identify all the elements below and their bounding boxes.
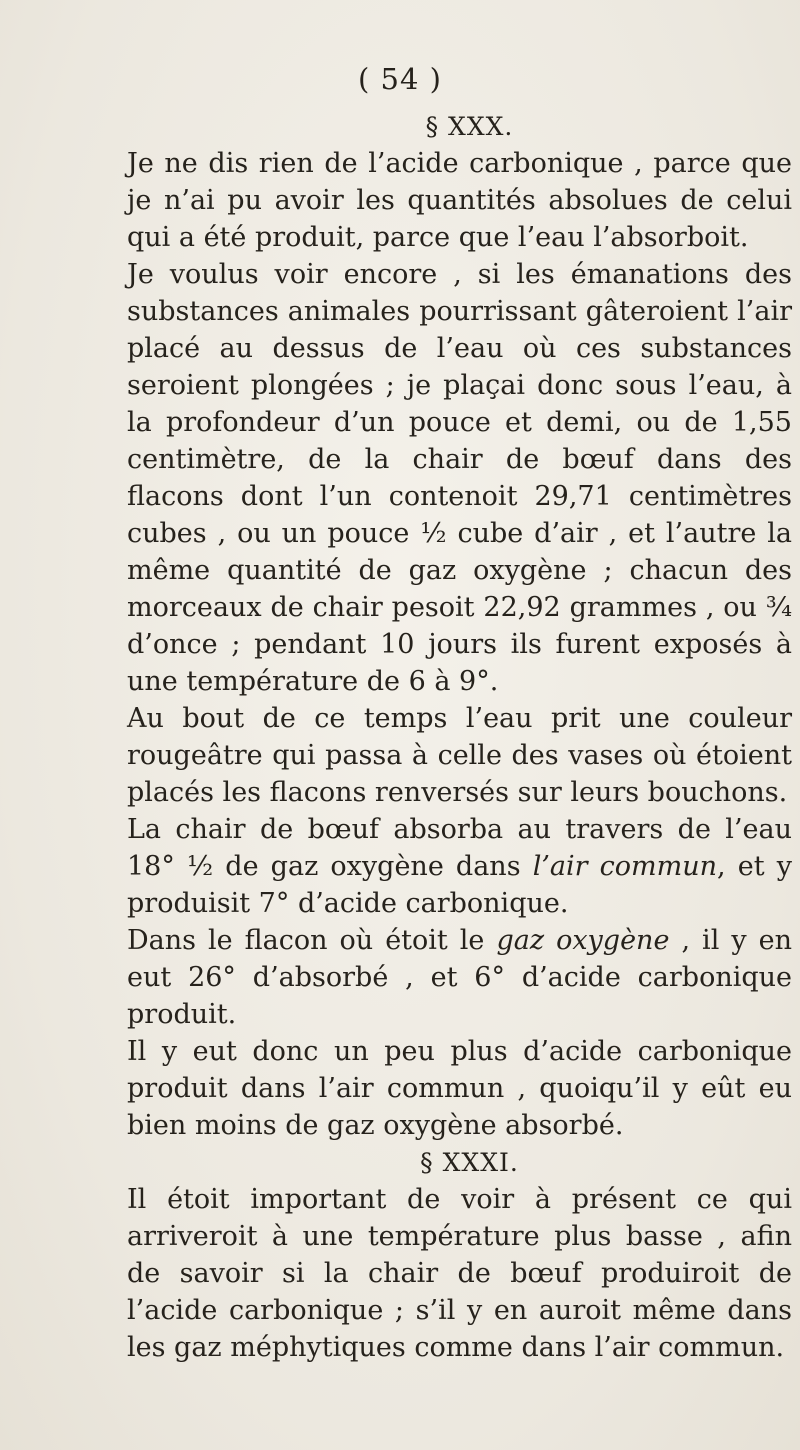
paragraph-4-text: La chair de bœuf absorba au travers de l’eau 18° ½ de gaz oxygène dans — [127, 814, 792, 882]
paragraph-1: Je ne dis rien de l’acide carbonique , parce que je n’ai pu avoir les quantités absolues de celui qui a été produit, parce que l’eau l’absorboit. — [127, 148, 792, 253]
paragraph-5-text: Dans le flacon où étoit le — [127, 925, 497, 956]
paragraph-4 — [127, 811, 792, 922]
paragraph-4-text-end: , et y produisit 7° d’acide carbonique. — [127, 851, 792, 919]
paragraph-5-italic: gaz oxygène — [496, 925, 670, 956]
paragraph-5 — [127, 922, 792, 1033]
paragraph-2: Je voulus voir encore , si les émanations des substances animales pourrissant gâteroient l’air placé au dessus de l’eau où ces substances seroient plongées ; je plaçai donc sous l’eau, à la profondeur d’un pouce et demi, ou de 1,55 centimètre, de la chair de bœuf dans des flacons dont l’un contenoit 29,71 centimètres cubes , ou un pouce ½ cube d’air , et l’autre la même quantité de gaz oxygène ; chacun des morceaux de chair pesoit 22,92 grammes , ou ¾ d’once ; pendant 10 jours ils furent exposés à une température de 6 à 9°. — [127, 259, 792, 697]
paragraph-3: Au bout de ce temps l’eau prit une couleur rougeâtre qui passa à celle des vases où étoient placés les flacons renversés sur leurs bouchons. — [127, 703, 792, 808]
paragraph-5-text-end: , il y en eut 26° d’absorbé , et 6° d’acide carbonique produit. — [127, 925, 792, 1030]
page-number: ( 54 ) — [358, 62, 442, 96]
paragraph-6: Il y eut donc un peu plus d’acide carbonique produit dans l’air commun , quoiqu’il y eût eu bien moins de gaz oxygène absorbé. — [127, 1036, 792, 1141]
paragraph-4-italic: l’air commun — [532, 851, 718, 882]
section-heading-xxx: § XXX. — [425, 112, 514, 141]
paragraph-7: Il étoit important de voir à présent ce qui arriveroit à une température plus basse , afin de savoir si la chair de bœuf produiroit de l’acide carbonique ; s’il y en auroit même dans les gaz méphytiques comme dans l’air commun. — [127, 1184, 792, 1363]
section-heading-xxxi: § XXXI. — [420, 1148, 519, 1177]
text-block — [127, 108, 792, 1366]
